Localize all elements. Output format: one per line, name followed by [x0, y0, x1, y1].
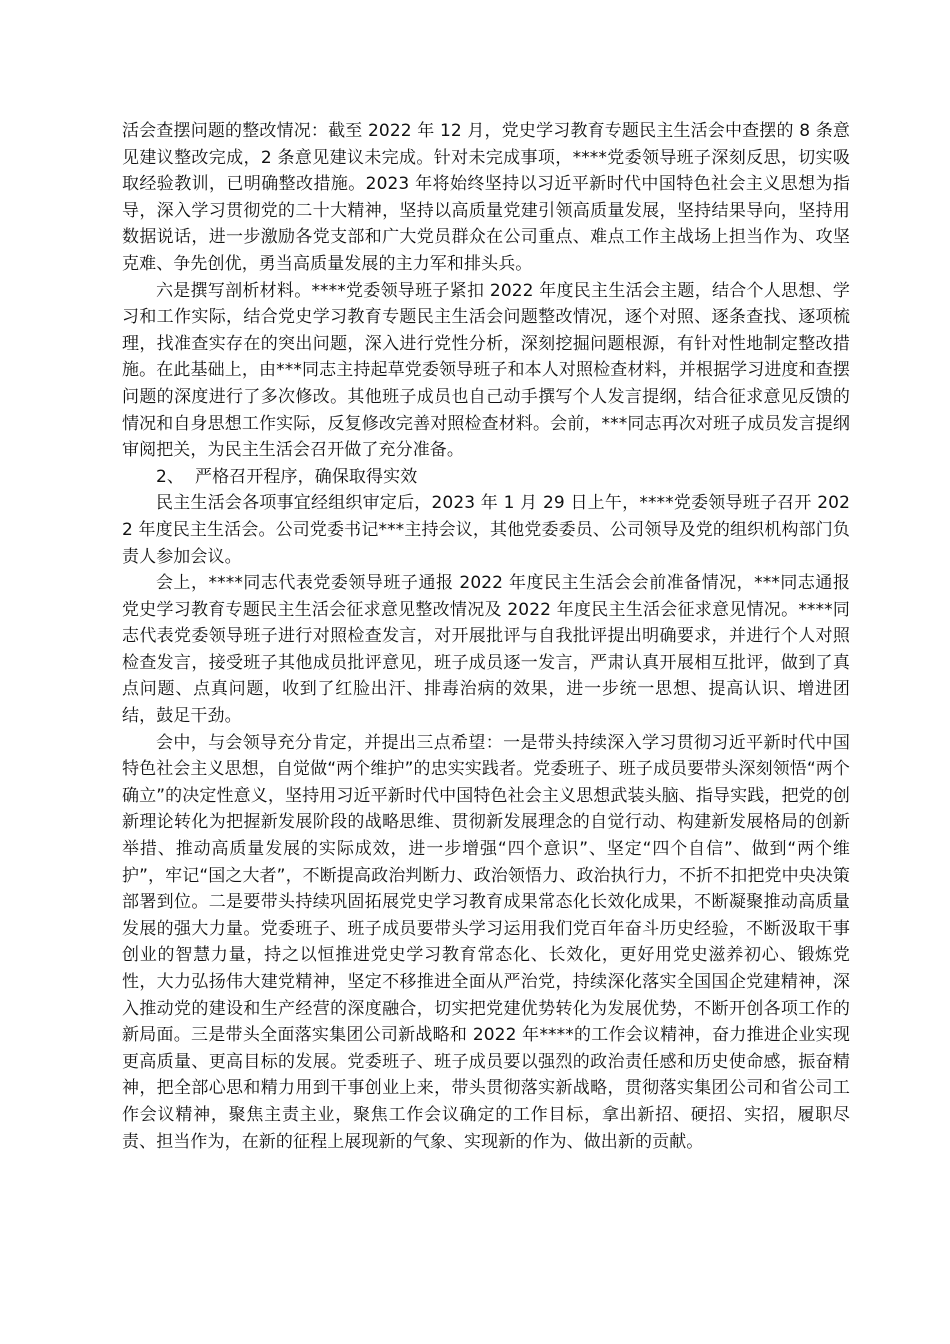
document-page	[122, 118, 850, 1155]
paragraph-meeting-held: 民主生活会各项事宜经组织审定后，2023 年 1 月 29 日上午，****党委领导班子召开 2022 年度民主生活会。公司党委书记***主持会议，其他党委委员、公司领导及党的组织机构部门负责人参加会议。	[122, 493, 850, 567]
section-heading: 2、 严格召开程序，确保取得实效	[156, 466, 418, 487]
paragraph-continuation: 活会查摆问题的整改情况：截至 2022 年 12 月，党史学习教育专题民主生活会中查摆的 8 条意见建议整改完成，2 条意见建议未完成。针对未完成事项，****党委领导班子深刻反思，切实吸取经验教训，已明确整改措施。2023 年将始终坚持以习近平新时代中国特色社会主义思想为指导，深入学习贯彻党的二十大精神，坚持以高质量党建引领高质量发展，坚持结果导向，坚持用数据说话，进一步激励各党支部和广大党员群众在公司重点、难点工作主战场上担当作为、攻坚克难、争先创优，勇当高质量发展的主力军和排头兵。	[122, 121, 850, 274]
paragraph-meeting-report: 会上，****同志代表党委领导班子通报 2022 年度民主生活会会前准备情况，***同志通报党史学习教育专题民主生活会征求意见整改情况及 2022 年度民主生活会征求意见情况。****同志代表党委领导班子进行对照检查发言，对开展批评与自我批评提出明确要求，并进行个人对照检查发言，接受班子其他成员批评意见，班子成员逐一发言，严肃认真开展相互批评，做到了真点问题、点真问题，收到了红脸出汗、排毒治病的效果，进一步统一思想、提高认识、增进团结，鼓足干劲。	[122, 573, 850, 727]
paragraph-analysis-materials: 六是撰写剖析材料。****党委领导班子紧扣 2022 年度民主生活会主题，结合个人思想、学习和工作实际，结合党史学习教育专题民主生活会问题整改情况，逐个对照、逐条查找、逐项梳理，找准查实存在的突出问题，深入进行党性分析，深刻挖掘问题根源，有针对性地制定整改措施。在此基础上，由***同志主持起草党委领导班子和本人对照检查材料，并根据学习进度和查摆问题的深度进行了多次修改。其他班子成员也自己动手撰写个人发言提纲，结合征求意见反馈的情况和自身思想工作实际，反复修改完善对照检查材料。会前，***同志再次对班子成员发言提纲审阅把关，为民主生活会召开做了充分准备。	[122, 280, 850, 461]
paragraph-three-hopes: 会中，与会领导充分肯定，并提出三点希望：一是带头持续深入学习贯彻习近平新时代中国特色社会主义思想，自觉做“两个维护”的忠实实践者。党委班子、班子成员要带头深刻领悟“两个确立”的决定性意义，坚持用习近平新时代中国特色社会主义思想武装头脑、指导实践，把党的创新理论转化为把握新发展阶段的战略思维、贯彻新发展理念的自觉行动、构建新发展格局的创新举措、推动高质量发展的实际成效，进一步增强“四个意识”、坚定“四个自信”、做到“两个维护”，牢记“国之大者”，不断提高政治判断力、政治领悟力、政治执行力，不折不扣把党中央决策部署到位。二是要带头持续巩固拓展党史学习教育成果常态化长效化成果，不断凝聚推动高质量发展的强大力量。党委班子、班子成员要带头学习运用我们党百年奋斗历史经验，不断汲取干事创业的智慧力量，持之以恒推进党史学习教育常态化、长效化，更好用党史滋养初心、锻炼党性，大力弘扬伟大建党精神，坚定不移推进全面从严治党，持续深化落实全国国企党建精神，深入推动党的建设和生产经营的深度融合，切实把党建优势转化为发展优势，不断开创各项工作的新局面。三是带头全面落实集团公司新战略和 2022 年****的工作会议精神，奋力推进企业实现更高质量、更高目标的发展。党委班子、班子成员要以强烈的政治责任感和历史使命感，振奋精神，把全部心思和精力用到干事创业上来，带头贯彻落实新战略，贯彻落实集团公司和省公司工作会议精神，聚焦主责主业，聚焦工作会议确定的工作目标，拿出新招、硬招、实招，履职尽责、担当作为，在新的征程上展现新的气象、实现新的作为、做出新的贡献。	[122, 732, 850, 1152]
